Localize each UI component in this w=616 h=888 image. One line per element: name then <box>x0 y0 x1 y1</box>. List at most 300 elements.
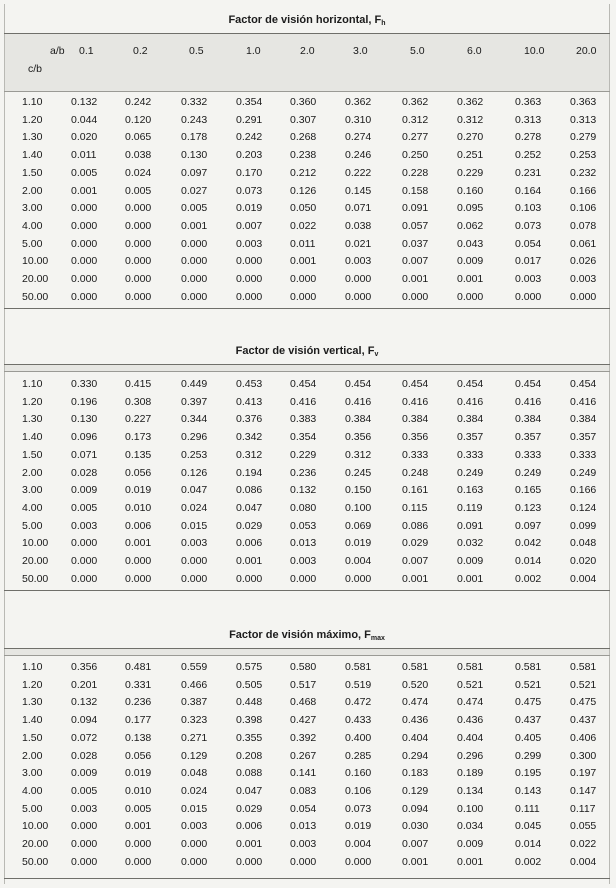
table-cell: 0.342 <box>236 431 263 443</box>
table-cell: 0.002 <box>515 856 542 868</box>
table-cell: 0.173 <box>125 431 152 443</box>
table-cell: 0.521 <box>570 679 597 691</box>
table-cell: 0.000 <box>290 856 317 868</box>
table-cell: 0.312 <box>457 114 484 126</box>
table-cell: 0.356 <box>402 431 429 443</box>
table-cell: 0.000 <box>125 202 152 214</box>
table-cell: 0.057 <box>402 220 429 232</box>
table-cell: 0.028 <box>71 467 98 479</box>
table-cell: 0.020 <box>71 131 98 143</box>
table-cell: 0.416 <box>457 396 484 408</box>
table-cell: 0.119 <box>457 502 483 514</box>
table-cell: 0.010 <box>125 785 152 797</box>
table-cell: 0.000 <box>125 291 152 303</box>
table-cell: 0.007 <box>402 255 429 267</box>
section-title <box>4 345 610 358</box>
row-label-cb: 5.00 <box>22 238 43 250</box>
table-cell: 0.580 <box>290 661 317 673</box>
column-header-ab: 5.0 <box>410 45 425 57</box>
table-cell: 0.581 <box>402 661 429 673</box>
table-cell: 0.086 <box>402 520 429 532</box>
table-cell: 0.000 <box>71 856 98 868</box>
table-cell: 0.384 <box>570 413 597 425</box>
table-cell: 0.000 <box>236 291 263 303</box>
header-bottom-rule <box>4 371 610 372</box>
table-cell: 0.392 <box>290 732 317 744</box>
table-cell: 0.003 <box>515 273 542 285</box>
table-cell: 0.004 <box>570 856 597 868</box>
row-label-cb: 1.10 <box>22 661 43 673</box>
table-cell: 0.332 <box>181 96 208 108</box>
table-cell: 0.357 <box>457 431 484 443</box>
table-cell: 0.203 <box>236 149 263 161</box>
table-cell: 0.398 <box>236 714 263 726</box>
row-label-cb: 10.00 <box>22 255 49 267</box>
table-cell: 0.097 <box>181 167 208 179</box>
row-label-cb: 3.00 <box>22 767 43 779</box>
table-cell: 0.331 <box>125 679 152 691</box>
table-cell: 0.250 <box>402 149 429 161</box>
table-cell: 0.027 <box>181 185 208 197</box>
table-cell: 0.009 <box>457 555 484 567</box>
table-cell: 0.001 <box>457 856 484 868</box>
section-title-subscript: max <box>370 635 385 642</box>
table-cell: 0.559 <box>181 661 208 673</box>
table-cell: 0.000 <box>236 273 263 285</box>
table-cell: 0.000 <box>71 555 98 567</box>
table-cell: 0.004 <box>345 838 372 850</box>
table-cell: 0.073 <box>236 185 263 197</box>
table-cell: 0.277 <box>402 131 429 143</box>
table-cell: 0.362 <box>457 96 484 108</box>
table-cell: 0.000 <box>71 820 98 832</box>
table-cell: 0.166 <box>570 185 597 197</box>
table-cell: 0.000 <box>125 255 152 267</box>
table-cell: 0.100 <box>457 803 484 815</box>
table-cell: 0.416 <box>570 396 597 408</box>
table-cell: 0.021 <box>345 238 372 250</box>
table-cell: 0.000 <box>71 220 98 232</box>
table-cell: 0.047 <box>236 502 263 514</box>
table-cell: 0.083 <box>290 785 317 797</box>
table-cell: 0.130 <box>71 413 98 425</box>
row-label-cb: 1.30 <box>22 413 43 425</box>
table-cell: 0.160 <box>457 185 484 197</box>
section-title-subscript: h <box>381 20 386 27</box>
table-cell: 0.189 <box>457 767 484 779</box>
table-cell: 0.000 <box>71 573 98 585</box>
table-cell: 0.313 <box>515 114 542 126</box>
table-cell: 0.177 <box>125 714 152 726</box>
table-cell: 0.014 <box>515 838 542 850</box>
table-cell: 0.253 <box>570 149 597 161</box>
table-cell: 0.001 <box>236 838 263 850</box>
table-cell: 0.099 <box>570 520 597 532</box>
table-cell: 0.271 <box>181 732 208 744</box>
table-cell: 0.019 <box>125 767 152 779</box>
table-cell: 0.308 <box>125 396 152 408</box>
table-cell: 0.384 <box>402 413 429 425</box>
table-cell: 0.454 <box>515 378 542 390</box>
table-cell: 0.094 <box>402 803 429 815</box>
table-cell: 0.165 <box>515 484 542 496</box>
row-label-cb: 1.40 <box>22 431 43 443</box>
row-label-cb: 10.00 <box>22 537 49 549</box>
table-cell: 0.285 <box>345 750 372 762</box>
table-cell: 0.020 <box>570 555 597 567</box>
table-cell: 0.000 <box>125 220 152 232</box>
column-header-ab: 1.0 <box>246 45 261 57</box>
table-cell: 0.229 <box>290 449 317 461</box>
table-cell: 0.397 <box>181 396 208 408</box>
table-cell: 0.356 <box>71 661 98 673</box>
table-cell: 0.055 <box>570 820 597 832</box>
table-cell: 0.097 <box>515 520 542 532</box>
table-cell: 0.011 <box>290 238 316 250</box>
table-cell: 0.249 <box>570 467 597 479</box>
table-cell: 0.249 <box>457 467 484 479</box>
table-cell: 0.009 <box>457 838 484 850</box>
header-bottom-rule <box>4 91 610 92</box>
table-cell: 0.406 <box>570 732 597 744</box>
table-cell: 0.222 <box>345 167 372 179</box>
table-cell: 0.011 <box>71 149 97 161</box>
table-cell: 0.047 <box>181 484 208 496</box>
row-label-cb: 50.00 <box>22 856 49 868</box>
table-cell: 0.147 <box>570 785 597 797</box>
table-cell: 0.094 <box>71 714 98 726</box>
section-title-text: Factor de visión máximo, F <box>229 629 371 641</box>
table-cell: 0.229 <box>457 167 484 179</box>
table-cell: 0.474 <box>402 696 429 708</box>
table-cell: 0.013 <box>290 820 317 832</box>
table-cell: 0.019 <box>345 820 372 832</box>
table-cell: 0.009 <box>457 255 484 267</box>
table-cell: 0.030 <box>402 820 429 832</box>
table-cell: 0.197 <box>570 767 597 779</box>
table-cell: 0.245 <box>345 467 372 479</box>
table-cell: 0.024 <box>181 502 208 514</box>
table-cell: 0.150 <box>345 484 372 496</box>
row-label-cb: 1.50 <box>22 732 43 744</box>
table-cell: 0.405 <box>515 732 542 744</box>
table-cell: 0.069 <box>345 520 372 532</box>
table-cell: 0.195 <box>515 767 542 779</box>
table-cell: 0.208 <box>236 750 263 762</box>
table-cell: 0.003 <box>290 555 317 567</box>
table-cell: 0.000 <box>181 273 208 285</box>
table-cell: 0.242 <box>125 96 152 108</box>
table-cell: 0.330 <box>71 378 98 390</box>
column-header-ab: 2.0 <box>300 45 315 57</box>
table-cell: 0.243 <box>181 114 208 126</box>
table-cell: 0.436 <box>457 714 484 726</box>
table-cell: 0.404 <box>402 732 429 744</box>
table-cell: 0.312 <box>402 114 429 126</box>
table-cell: 0.111 <box>515 803 540 815</box>
table-cell: 0.029 <box>236 520 263 532</box>
table-cell: 0.126 <box>290 185 317 197</box>
table-cell: 0.236 <box>125 696 152 708</box>
table-cell: 0.003 <box>181 537 208 549</box>
table-cell: 0.279 <box>570 131 597 143</box>
row-label-cb: 3.00 <box>22 484 43 496</box>
table-cell: 0.015 <box>181 520 208 532</box>
row-label-cb: 2.00 <box>22 750 43 762</box>
table-cell: 0.312 <box>345 449 372 461</box>
table-cell: 0.000 <box>290 273 317 285</box>
table-cell: 0.001 <box>402 573 429 585</box>
table-cell: 0.014 <box>515 555 542 567</box>
table-cell: 0.006 <box>236 820 263 832</box>
row-label-cb: 1.30 <box>22 131 43 143</box>
row-label-cb: 4.00 <box>22 220 43 232</box>
table-cell: 0.000 <box>181 555 208 567</box>
table-cell: 0.505 <box>236 679 263 691</box>
table-cell: 0.071 <box>71 449 98 461</box>
row-label-cb: 20.00 <box>22 838 49 850</box>
table-cell: 0.003 <box>570 273 597 285</box>
table-cell: 0.291 <box>236 114 263 126</box>
table-cell: 0.124 <box>570 502 597 514</box>
table-cell: 0.232 <box>570 167 597 179</box>
table-cell: 0.333 <box>515 449 542 461</box>
table-cell: 0.448 <box>236 696 263 708</box>
table-cell: 0.384 <box>345 413 372 425</box>
table-cell: 0.003 <box>71 803 98 815</box>
table-cell: 0.000 <box>125 838 152 850</box>
table-cell: 0.299 <box>515 750 542 762</box>
table-cell: 0.129 <box>181 750 208 762</box>
table-cell: 0.123 <box>515 502 542 514</box>
table-cell: 0.170 <box>236 167 263 179</box>
table-cell: 0.231 <box>515 167 542 179</box>
table-cell: 0.384 <box>515 413 542 425</box>
table-cell: 0.000 <box>125 856 152 868</box>
table-cell: 0.520 <box>402 679 429 691</box>
table-cell: 0.437 <box>570 714 597 726</box>
table-cell: 0.253 <box>181 449 208 461</box>
column-header-ab: 0.2 <box>133 45 148 57</box>
table-cell: 0.000 <box>125 555 152 567</box>
table-cell: 0.387 <box>181 696 208 708</box>
table-cell: 0.274 <box>345 131 372 143</box>
row-label-cb: 1.30 <box>22 696 43 708</box>
table-cell: 0.028 <box>71 750 98 762</box>
table-cell: 0.056 <box>125 750 152 762</box>
table-cell: 0.000 <box>125 573 152 585</box>
table-cell: 0.024 <box>125 167 152 179</box>
table-cell: 0.354 <box>290 431 317 443</box>
table-cell: 0.091 <box>457 520 484 532</box>
table-cell: 0.519 <box>345 679 372 691</box>
table-cell: 0.003 <box>236 238 263 250</box>
table-cell: 0.310 <box>345 114 372 126</box>
table-cell: 0.095 <box>457 202 484 214</box>
row-label-cb: 20.00 <box>22 273 49 285</box>
table-cell: 0.294 <box>402 750 429 762</box>
table-cell: 0.135 <box>125 449 152 461</box>
table-cell: 0.007 <box>402 555 429 567</box>
table-cell: 0.000 <box>71 291 98 303</box>
table-cell: 0.045 <box>515 820 542 832</box>
table-cell: 0.454 <box>457 378 484 390</box>
table-cell: 0.132 <box>71 696 98 708</box>
table-cell: 0.017 <box>515 255 542 267</box>
table-cell: 0.007 <box>236 220 263 232</box>
table-cell: 0.000 <box>71 255 98 267</box>
table-cell: 0.001 <box>125 537 152 549</box>
table-cell: 0.029 <box>402 537 429 549</box>
table-cell: 0.201 <box>71 679 98 691</box>
table-cell: 0.001 <box>71 185 98 197</box>
table-cell: 0.000 <box>345 856 372 868</box>
table-cell: 0.006 <box>125 520 152 532</box>
table-cell: 0.000 <box>71 202 98 214</box>
table-cell: 0.005 <box>181 202 208 214</box>
table-cell: 0.251 <box>457 149 484 161</box>
table-cell: 0.400 <box>345 732 372 744</box>
table-cell: 0.196 <box>71 396 98 408</box>
table-cell: 0.001 <box>402 273 429 285</box>
table-cell: 0.242 <box>236 131 263 143</box>
table-cell: 0.073 <box>515 220 542 232</box>
table-cell: 0.357 <box>515 431 542 443</box>
table-cell: 0.001 <box>290 255 317 267</box>
table-cell: 0.001 <box>181 220 208 232</box>
table-cell: 0.048 <box>181 767 208 779</box>
corner-label-ab: a/b <box>50 45 65 57</box>
table-cell: 0.115 <box>402 502 428 514</box>
row-label-cb: 1.50 <box>22 449 43 461</box>
row-label-cb: 3.00 <box>22 202 43 214</box>
row-label-cb: 4.00 <box>22 785 43 797</box>
table-cell: 0.022 <box>570 838 597 850</box>
table-cell: 0.132 <box>71 96 98 108</box>
table-cell: 0.236 <box>290 467 317 479</box>
table-cell: 0.106 <box>345 785 372 797</box>
table-cell: 0.143 <box>515 785 542 797</box>
table-cell: 0.009 <box>71 484 98 496</box>
table-cell: 0.437 <box>515 714 542 726</box>
table-cell: 0.415 <box>125 378 152 390</box>
table-cell: 0.296 <box>181 431 208 443</box>
row-label-cb: 5.00 <box>22 520 43 532</box>
table-cell: 0.000 <box>71 238 98 250</box>
table-cell: 0.376 <box>236 413 263 425</box>
table-cell: 0.178 <box>181 131 208 143</box>
table-cell: 0.000 <box>181 838 208 850</box>
table-cell: 0.000 <box>236 856 263 868</box>
table-cell: 0.005 <box>71 785 98 797</box>
table-cell: 0.019 <box>125 484 152 496</box>
table-cell: 0.009 <box>71 767 98 779</box>
table-cell: 0.575 <box>236 661 263 673</box>
table-cell: 0.000 <box>345 273 372 285</box>
table-cell: 0.062 <box>457 220 484 232</box>
table-cell: 0.091 <box>402 202 429 214</box>
table-cell: 0.003 <box>181 820 208 832</box>
table-cell: 0.003 <box>345 255 372 267</box>
table-cell: 0.044 <box>71 114 98 126</box>
table-cell: 0.007 <box>402 838 429 850</box>
table-cell: 0.581 <box>457 661 484 673</box>
table-cell: 0.086 <box>236 484 263 496</box>
table-cell: 0.356 <box>345 431 372 443</box>
section-title <box>4 629 610 642</box>
section-title <box>4 14 610 27</box>
table-cell: 0.454 <box>402 378 429 390</box>
row-label-cb: 2.00 <box>22 185 43 197</box>
table-cell: 0.071 <box>345 202 372 214</box>
table-cell: 0.000 <box>515 291 542 303</box>
table-cell: 0.160 <box>345 767 372 779</box>
column-header-ab: 10.0 <box>524 45 545 57</box>
table-cell: 0.270 <box>457 131 484 143</box>
table-cell: 0.000 <box>236 573 263 585</box>
table-cell: 0.000 <box>71 838 98 850</box>
table-cell: 0.047 <box>236 785 263 797</box>
table-cell: 0.000 <box>402 291 429 303</box>
row-label-cb: 1.20 <box>22 679 43 691</box>
row-label-cb: 10.00 <box>22 820 49 832</box>
table-cell: 0.001 <box>457 573 484 585</box>
table-cell: 0.061 <box>570 238 597 250</box>
table-cell: 0.088 <box>236 767 263 779</box>
table-cell: 0.000 <box>236 255 263 267</box>
table-cell: 0.048 <box>570 537 597 549</box>
table-cell: 0.278 <box>515 131 542 143</box>
table-cell: 0.038 <box>125 149 152 161</box>
table-cell: 0.475 <box>570 696 597 708</box>
table-cell: 0.323 <box>181 714 208 726</box>
row-label-cb: 1.50 <box>22 167 43 179</box>
table-cell: 0.475 <box>515 696 542 708</box>
table-cell: 0.000 <box>457 291 484 303</box>
table-cell: 0.056 <box>125 467 152 479</box>
table-cell: 0.130 <box>181 149 208 161</box>
table-cell: 0.138 <box>125 732 152 744</box>
table-cell: 0.521 <box>515 679 542 691</box>
table-cell: 0.043 <box>457 238 484 250</box>
table-cell: 0.024 <box>181 785 208 797</box>
row-label-cb: 5.00 <box>22 803 43 815</box>
table-cell: 0.363 <box>570 96 597 108</box>
column-header-ab: 0.1 <box>79 45 94 57</box>
table-cell: 0.003 <box>71 520 98 532</box>
table-cell: 0.126 <box>181 467 208 479</box>
table-cell: 0.103 <box>515 202 542 214</box>
table-cell: 0.404 <box>457 732 484 744</box>
table-cell: 0.362 <box>345 96 372 108</box>
table-cell: 0.005 <box>125 185 152 197</box>
table-cell: 0.166 <box>570 484 597 496</box>
row-label-cb: 4.00 <box>22 502 43 514</box>
table-cell: 0.307 <box>290 114 317 126</box>
table-cell: 0.454 <box>345 378 372 390</box>
section-bottom-rule <box>4 308 610 309</box>
table-cell: 0.000 <box>125 238 152 250</box>
table-cell: 0.010 <box>125 502 152 514</box>
table-cell: 0.194 <box>236 467 263 479</box>
table-cell: 0.383 <box>290 413 317 425</box>
table-cell: 0.344 <box>181 413 208 425</box>
table-cell: 0.120 <box>125 114 152 126</box>
table-cell: 0.015 <box>181 803 208 815</box>
table-cell: 0.416 <box>402 396 429 408</box>
table-cell: 0.001 <box>402 856 429 868</box>
table-cell: 0.000 <box>181 291 208 303</box>
